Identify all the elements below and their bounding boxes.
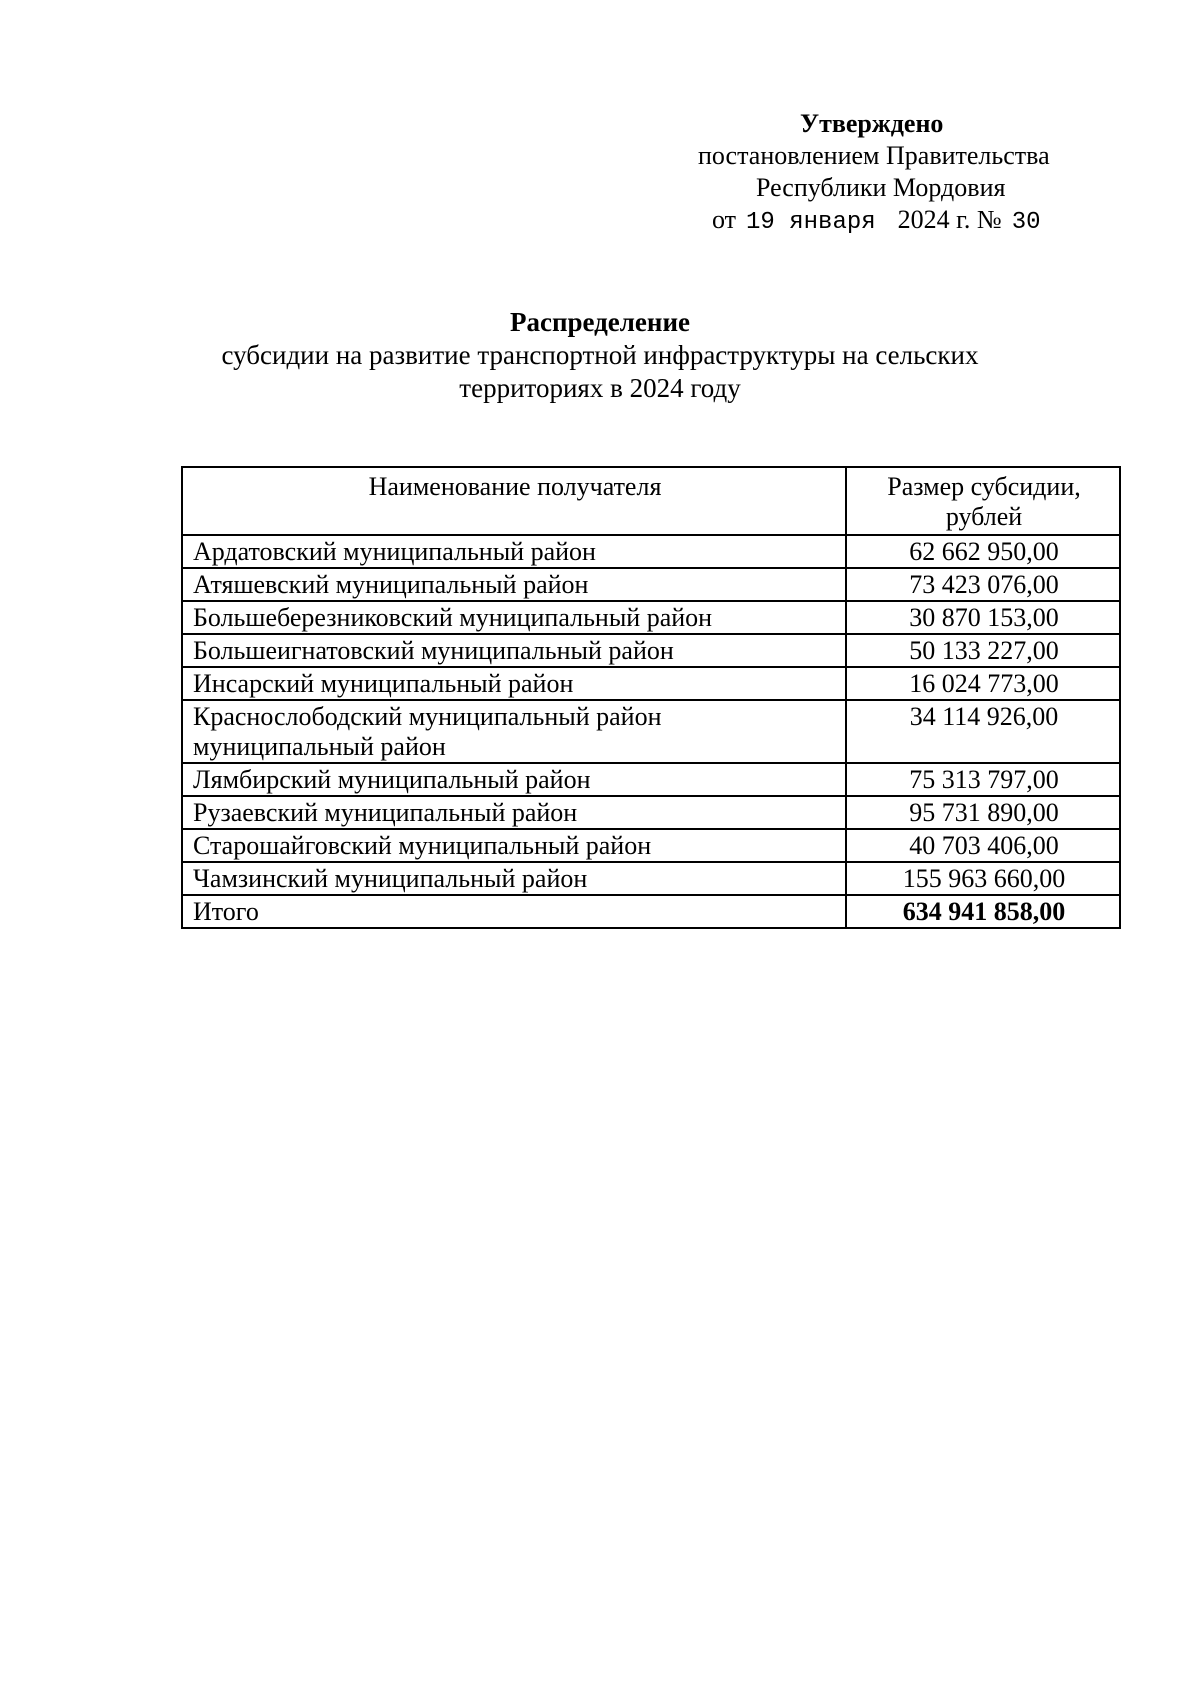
row-name bbox=[182, 700, 846, 763]
row-name-line2: муниципальный район bbox=[193, 732, 446, 761]
table-row bbox=[182, 829, 1120, 862]
header-amount-line1: Размер субсидии, bbox=[887, 472, 1081, 501]
approval-republic-line: Республики Мордовия bbox=[756, 173, 1006, 202]
decree-number: 30 bbox=[1011, 209, 1041, 236]
header-amount-line2: рублей bbox=[945, 502, 1023, 531]
approval-date-line bbox=[640, 204, 1100, 239]
row-amount: 73 423 076,00 bbox=[846, 568, 1120, 601]
row-name: Чамзинский муниципальный район bbox=[182, 862, 846, 895]
row-name: Инсарский муниципальный район bbox=[182, 667, 846, 700]
row-name: Рузаевский муниципальный район bbox=[182, 796, 846, 829]
row-amount: 30 870 153,00 bbox=[846, 601, 1120, 634]
approval-title: Утверждено bbox=[800, 109, 944, 138]
document-title: Распределение bbox=[509, 307, 691, 337]
approval-stamp bbox=[640, 108, 1100, 239]
table-row bbox=[182, 796, 1120, 829]
row-amount: 40 703 406,00 bbox=[846, 829, 1120, 862]
subsidy-table bbox=[181, 466, 1121, 929]
header-recipient-name: Наименование получателя bbox=[182, 467, 846, 535]
date-year: 2024 г. № bbox=[897, 205, 1002, 234]
row-name: Лямбирский муниципальный район bbox=[182, 763, 846, 796]
table-row bbox=[182, 601, 1120, 634]
row-amount: 16 024 773,00 bbox=[846, 667, 1120, 700]
date-prefix: от bbox=[712, 205, 737, 234]
approval-decree-line: постановлением Правительства bbox=[698, 141, 1050, 170]
row-name: Старошайговский муниципальный район bbox=[182, 829, 846, 862]
document-subtitle-line1: субсидии на развитие транспортной инфраструктуры на сельских bbox=[221, 340, 979, 370]
row-name: Атяшевский муниципальный район bbox=[182, 568, 846, 601]
row-amount: 50 133 227,00 bbox=[846, 634, 1120, 667]
row-name: Ардатовский муниципальный район bbox=[182, 535, 846, 568]
row-amount: 155 963 660,00 bbox=[846, 862, 1120, 895]
table-row bbox=[182, 667, 1120, 700]
table-row bbox=[182, 535, 1120, 568]
table-row bbox=[182, 634, 1120, 667]
date-value: 19 января bbox=[746, 209, 876, 236]
row-amount: 75 313 797,00 bbox=[846, 763, 1120, 796]
row-name: Большеигнатовский муниципальный район bbox=[182, 634, 846, 667]
total-amount: 634 941 858,00 bbox=[846, 895, 1120, 928]
table-row bbox=[182, 763, 1120, 796]
table-row bbox=[182, 700, 1120, 763]
total-label: Итого bbox=[182, 895, 846, 928]
header-subsidy-amount bbox=[846, 467, 1120, 535]
table-total-row bbox=[182, 895, 1120, 928]
row-amount: 34 114 926,00 bbox=[846, 700, 1120, 763]
table-row bbox=[182, 568, 1120, 601]
row-amount: 95 731 890,00 bbox=[846, 796, 1120, 829]
row-name: Большеберезниковский муниципальный район bbox=[182, 601, 846, 634]
document-subtitle-line2: территориях в 2024 году bbox=[459, 373, 741, 403]
table-header-row bbox=[182, 467, 1120, 535]
document-heading bbox=[180, 306, 1020, 405]
row-amount: 62 662 950,00 bbox=[846, 535, 1120, 568]
table-row bbox=[182, 862, 1120, 895]
row-name-line1: Краснослободский муниципальный район bbox=[193, 702, 662, 731]
